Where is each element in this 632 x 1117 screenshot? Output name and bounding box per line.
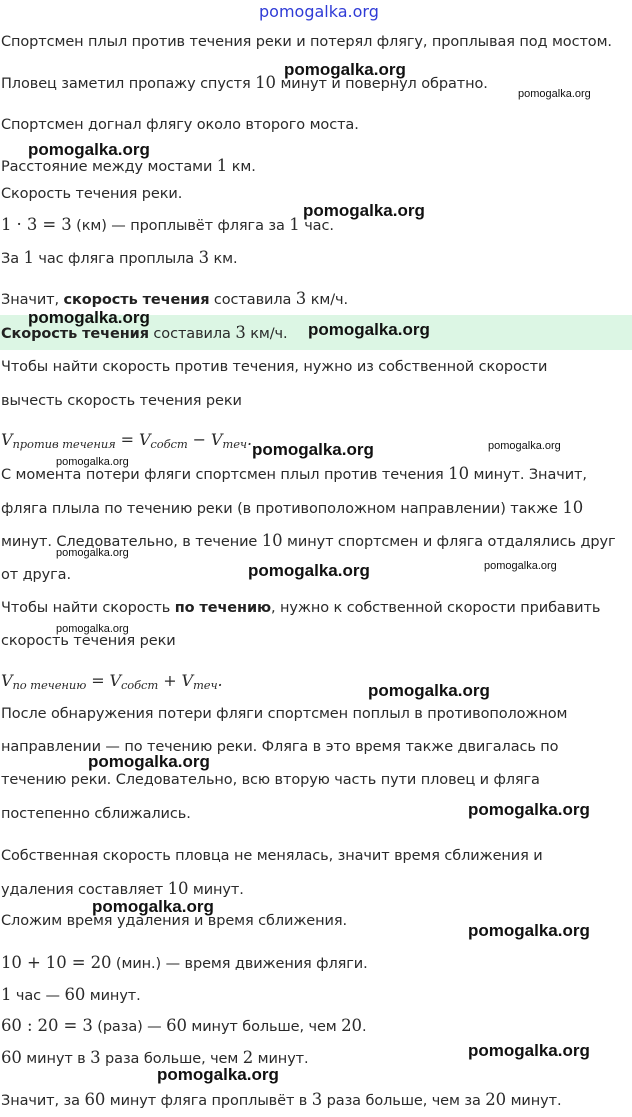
text-line: вычесть скорость течения реки [1, 393, 242, 409]
text-line: Чтобы найти скорость против течения, нужно из собственной скорости [1, 359, 548, 375]
text-line: от друга. [1, 567, 71, 583]
text-line: удаления составляет 10 минут. [1, 879, 244, 898]
watermark: pomogalka.org [368, 681, 490, 700]
watermark: pomogalka.org [284, 60, 406, 79]
text-line: Чтобы найти скорость по течению, нужно к собственной скорости прибавить [1, 600, 601, 616]
text-line: фляга плыла по течению реки (в противоположном направлении) также 10 [1, 498, 584, 517]
watermark: pomogalka.org [92, 897, 214, 916]
watermark: pomogalka.org [518, 88, 591, 100]
text-line: Сложим время удаления и время сближения. [1, 913, 347, 929]
site-header-link[interactable]: pomogalka.org [259, 2, 379, 21]
watermark: pomogalka.org [28, 140, 150, 159]
text-line: направлении — по течению реки. Фляга в это время также двигалась по [1, 739, 559, 755]
watermark: pomogalka.org [28, 308, 150, 327]
watermark: pomogalka.org [252, 440, 374, 459]
watermark: pomogalka.org [88, 752, 210, 771]
text-line: Расстояние между мостами 1 км. [1, 156, 256, 175]
text-line: Скорость течения реки. [1, 186, 183, 202]
text-line: 10 + 10 = 20 (мин.) — время движения фляги. [1, 953, 368, 972]
formula-with-current: $V_{по течению} = V_{собст} + V_{теч}$. [1, 671, 223, 692]
highlighted-line: Скорость течения составила 3 км/ч. [1, 323, 288, 342]
text-line: Значит, скорость течения составила 3 км/ч. [1, 289, 348, 308]
watermark: pomogalka.org [468, 1041, 590, 1060]
watermark: pomogalka.org [56, 547, 129, 559]
watermark: pomogalka.org [468, 800, 590, 819]
text-line: 60 минут в 3 раза больше, чем 2 минут. [1, 1048, 309, 1067]
watermark: pomogalka.org [56, 623, 129, 635]
watermark: pomogalka.org [56, 456, 129, 468]
watermark: pomogalka.org [488, 440, 561, 452]
text-line: После обнаружения потери фляги спортсмен поплыл в противоположном [1, 706, 568, 722]
text-line: Спортсмен догнал флягу около второго моста. [1, 117, 359, 133]
watermark: pomogalka.org [303, 201, 425, 220]
text-line: С момента потери фляги спортсмен плыл против течения 10 минут. Значит, [1, 464, 587, 483]
watermark: pomogalka.org [308, 320, 430, 339]
text-line: Пловец заметил пропажу спустя 10 минут и повернул обратно. [1, 73, 488, 92]
text-line: Спортсмен плыл против течения реки и потерял флягу, проплывая под мостом. [1, 34, 612, 50]
text-line: Значит, за 60 минут фляга проплывёт в 3 раза больше, чем за 20 минут. [1, 1090, 562, 1109]
watermark: pomogalka.org [468, 921, 590, 940]
text-line: постепенно сближались. [1, 806, 191, 822]
text-line: минут. Следовательно, в течение 10 минут спортсмен и фляга отдалялись друг [1, 531, 616, 550]
text-line: скорость течения реки [1, 633, 176, 649]
text-line: Собственная скорость пловца не менялась, значит время сближения и [1, 848, 543, 864]
formula-against-current: $V_{против течения} = V_{собст} - V_{теч}$. [1, 430, 252, 451]
text-line: За 1 час фляга проплыла 3 км. [1, 248, 238, 267]
watermark: pomogalka.org [157, 1065, 279, 1084]
watermark: pomogalka.org [248, 561, 370, 580]
watermark: pomogalka.org [484, 560, 557, 572]
text-line: 1 час — 60 минут. [1, 985, 141, 1004]
text-line: течению реки. Следовательно, всю вторую часть пути пловец и фляга [1, 772, 540, 788]
text-line: 1 · 3 = 3 (км) — проплывёт фляга за 1 час. [1, 215, 334, 234]
text-line: 60 : 20 = 3 (раза) — 60 минут больше, чем 20. [1, 1016, 367, 1035]
